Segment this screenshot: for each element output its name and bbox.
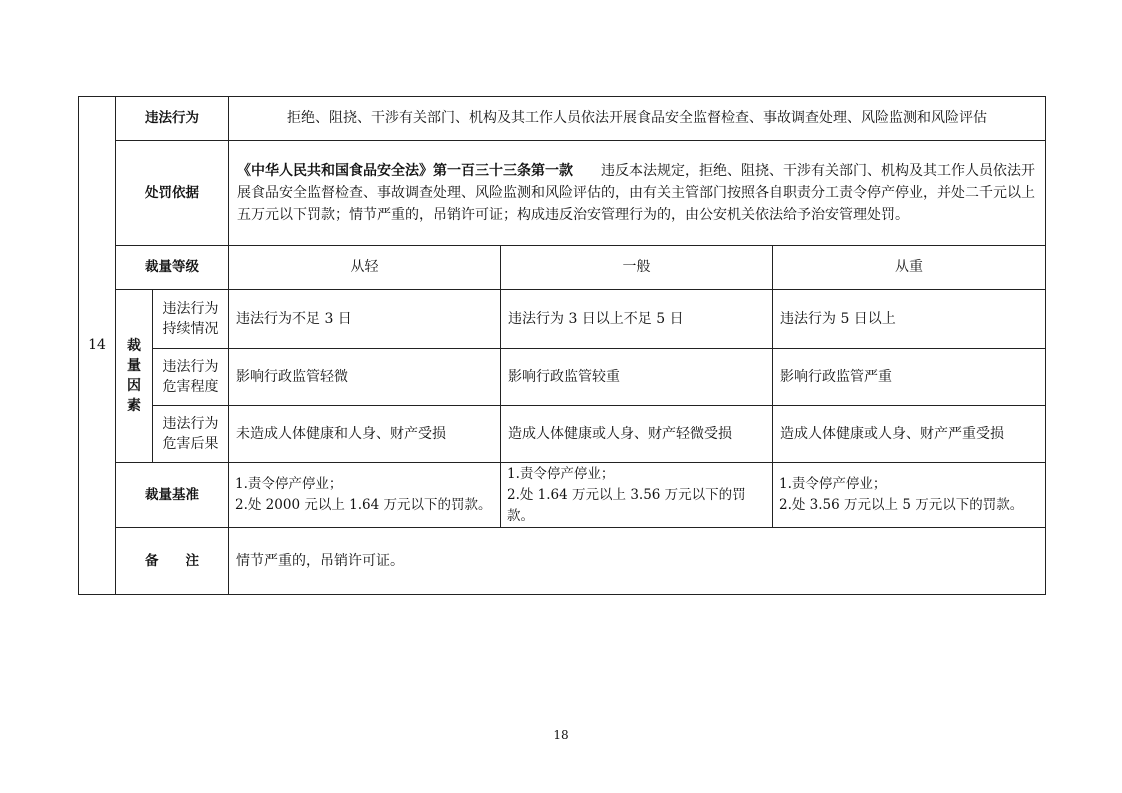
factor-name-line: 危害程度	[162, 379, 219, 395]
basis-label: 处罚依据	[116, 141, 229, 246]
basis-law-title: 《中华人民共和国食品安全法》第一百三十三条第一款	[237, 163, 573, 179]
standard-line: 1.责令停产停业；	[507, 465, 615, 482]
factor-cell: 违法行为不足 3 日	[229, 290, 501, 349]
standard-cell	[229, 463, 501, 528]
factor-name-line: 违法行为	[162, 359, 219, 375]
violation-text: 拒绝、阻挠、干涉有关部门、机构及其工作人员依法开展食品安全监督检查、事故调查处理、风险监测和风险评估	[229, 97, 1046, 141]
factor-name-line: 违法行为	[162, 416, 219, 432]
level-general: 一般	[501, 246, 773, 290]
factor-cell: 未造成人体健康和人身、财产受损	[229, 406, 501, 463]
basis-text: 违反本法规定，拒绝、阻挠、干涉有关部门、机构及其工作人员依法开展食品安全监督检查、事故调查处理、风险监测和风险评估的，由有关主管部门按照各自职责分工责令停产停业，并处二千元以上五万元以下罚款；情节严重的，吊销许可证；构成违反治安管理行为的，由公安机关依法给予治安管理处罚。	[237, 163, 1035, 223]
factor-name	[153, 290, 229, 349]
standard-row	[79, 463, 1046, 528]
levels-label: 裁量等级	[116, 246, 229, 290]
factor-name-line: 违法行为	[162, 301, 219, 317]
basis-row	[79, 141, 1046, 246]
standard-line: 1.责令停产停业；	[779, 476, 887, 492]
penalty-discretion-table	[78, 96, 1046, 595]
levels-row	[79, 246, 1046, 290]
factor-cell: 影响行政监管轻微	[229, 349, 501, 406]
factor-name	[153, 406, 229, 463]
violation-label: 违法行为	[116, 97, 229, 141]
level-lenient: 从轻	[229, 246, 501, 290]
factors-label-char: 裁	[127, 338, 141, 354]
standard-cell	[501, 463, 773, 528]
violation-row	[79, 97, 1046, 141]
level-severe: 从重	[773, 246, 1046, 290]
page-number: 18	[553, 728, 569, 742]
factor-cell: 造成人体健康或人身、财产严重受损	[773, 406, 1046, 463]
factor-cell: 违法行为 5 日以上	[773, 290, 1046, 349]
factor-name-line: 危害后果	[162, 436, 219, 452]
factors-label-char: 素	[127, 398, 141, 414]
standard-label: 裁量基准	[116, 463, 229, 528]
basis-text-cell	[229, 141, 1046, 246]
standard-line: 2.处 1.64 万元以上 3.56 万元以下的罚款。	[507, 486, 746, 524]
standard-cell	[773, 463, 1046, 528]
factors-label	[116, 290, 153, 463]
factor-cell: 造成人体健康或人身、财产轻微受损	[501, 406, 773, 463]
standard-line: 1.责令停产停业；	[235, 476, 343, 492]
standard-line: 2.处 2000 元以上 1.64 万元以下的罚款。	[235, 497, 492, 513]
factor-cell: 影响行政监管严重	[773, 349, 1046, 406]
factor-row-harm-degree	[79, 349, 1046, 406]
factors-label-char: 因	[127, 378, 141, 394]
factor-cell: 违法行为 3 日以上不足 5 日	[501, 290, 773, 349]
remarks-text: 情节严重的，吊销许可证。	[229, 528, 1046, 595]
factor-row-duration	[79, 290, 1046, 349]
factor-cell: 影响行政监管较重	[501, 349, 773, 406]
factor-row-harm-consequence	[79, 406, 1046, 463]
item-number: 14	[79, 97, 116, 595]
standard-line: 2.处 3.56 万元以上 5 万元以下的罚款。	[779, 497, 1024, 513]
factors-label-char: 量	[127, 358, 141, 374]
remarks-row	[79, 528, 1046, 595]
factor-name-line: 持续情况	[162, 321, 219, 337]
factor-name	[153, 349, 229, 406]
remarks-label: 备 注	[116, 528, 229, 595]
